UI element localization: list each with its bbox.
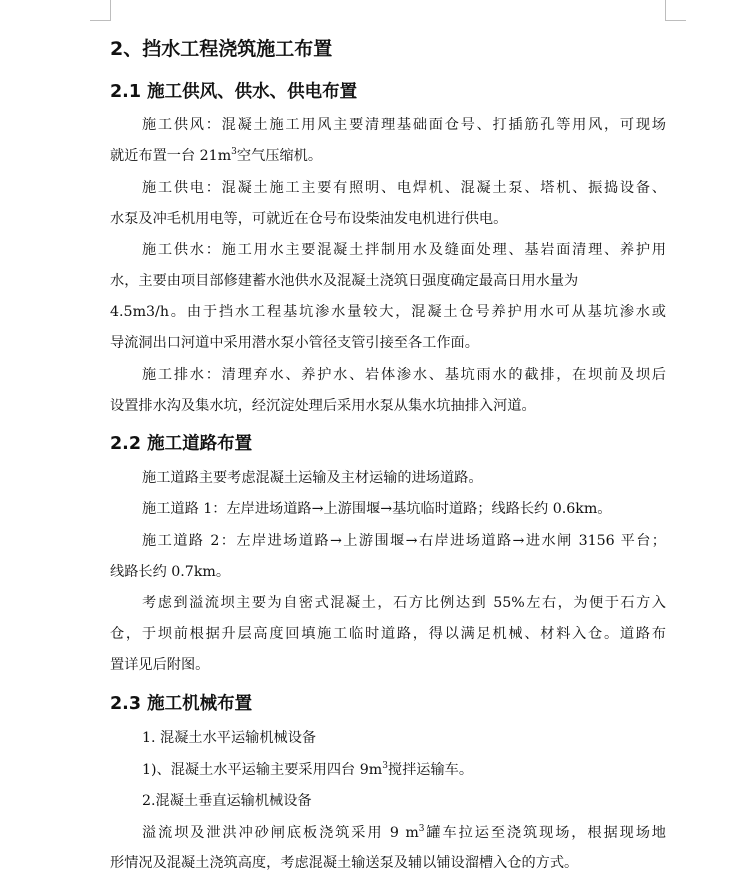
list-item-1-a: 1)、混凝土水平运输主要采用四台 $9m^3$搅拌运输车。 xyxy=(142,761,474,778)
section-heading-2-2: 2.2 施工道路布置 xyxy=(110,434,253,454)
paragraph-road-intro: 施工道路主要考虑混凝土运输及主材运输的进场道路。 xyxy=(142,470,483,486)
paragraph-road-2-line-2: 线路长约 0.7km。 xyxy=(110,564,231,580)
section-heading-2-3: 2.3 施工机械布置 xyxy=(110,694,253,714)
list-item-1: 1. 混凝土水平运输机械设备 xyxy=(142,730,317,746)
margin-corner-mark xyxy=(90,0,111,21)
paragraph-road-2-line-1: 施工道路 2：左岸进场道路→上游围堰→右岸进场道路→进水闸 3156 平台； xyxy=(142,533,666,549)
paragraph-drain-line-1: 施工排水：清理弃水、养护水、岩体渗水、基坑雨水的截排，在坝前及坝后 xyxy=(142,367,666,383)
paragraph-road-4-line-1: 考虑到溢流坝主要为自密式混凝土，石方比例达到 55%左右，为便于石方入 xyxy=(142,595,666,611)
margin-corner-mark xyxy=(665,0,686,21)
paragraph-water-line-1: 施工供水：施工用水主要混凝土拌制用水及缝面处理、基岩面清理、养护用 xyxy=(142,242,666,258)
paragraph-road-4-line-2: 仓，于坝前根据升层高度回填施工临时道路，得以满足机械、材料入仓。道路布 xyxy=(110,626,666,642)
paragraph-water-line-3: 4.5m3/h。由于挡水工程基坑渗水量较大，混凝土仓号养护用水可从基坑渗水或 xyxy=(110,304,666,320)
paragraph-power-line-2: 水泵及冲毛机用电等，可就近在仓号布设柴油发电机进行供电。 xyxy=(110,211,508,227)
paragraph-power-line-1: 施工供电：混凝土施工主要有照明、电焊机、混凝土泵、塔机、振捣设备、 xyxy=(142,180,666,196)
paragraph-vertical-line-2: 形情况及混凝土浇筑高度，考虑混凝土输送泵及辅以铺设溜槽入仓的方式。 xyxy=(110,855,579,871)
paragraph-road-1: 施工道路 1：左岸进场道路→上游围堰→基坑临时道路；线路长约 0.6km。 xyxy=(142,501,612,517)
paragraph-water-line-2: 水，主要由项目部修建蓄水池供水及混凝土浇筑日强度确定最高日用水量为 xyxy=(110,273,579,289)
paragraph-drain-line-2: 设置排水沟及集水坑，经沉淀处理后采用水泵从集水坑抽排入河道。 xyxy=(110,398,536,414)
section-heading-2-1: 2.1 施工供风、供水、供电布置 xyxy=(110,82,358,102)
paragraph-water-line-4: 导流洞出口河道中采用潜水泵小管径支管引接至各工作面。 xyxy=(110,335,479,351)
paragraph-air-line-1: 施工供风：混凝土施工用风主要清理基础面仓号、打插筋孔等用风，可现场 xyxy=(142,117,666,133)
paragraph-road-4-line-3: 置详见后附图。 xyxy=(110,657,210,673)
paragraph-air-line-2: 就近布置一台 $21m^3$空气压缩机。 xyxy=(110,147,323,164)
main-heading: 2、挡水工程浇筑施工布置 xyxy=(110,38,333,60)
list-item-2: 2.混凝土垂直运输机械设备 xyxy=(142,793,312,809)
paragraph-vertical-line-1: 溢流坝及泄洪冲砂闸底板浇筑采用 9 $m^3$罐车拉运至浇筑现场，根据现场地 xyxy=(142,824,666,841)
